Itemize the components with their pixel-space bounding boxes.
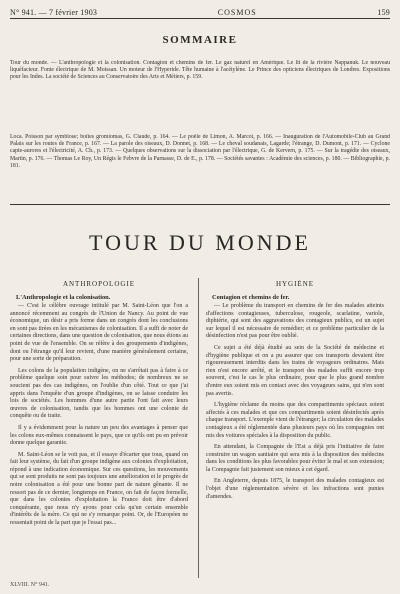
right-paragraph: L'hygiène réclame du moins que des compartiments spéciaux soient affectés à ces malades et que ces compartiments soient désinfectés après chaque transport. L'exemple vient de l'étranger; la circulation des malades contagieux a été réglementée dans plusieurs pays où les compagnies ont mis des voitures spéciales à la disposition du public. <box>206 402 384 439</box>
journal-name: COSMOS <box>217 7 257 17</box>
right-paragraph: En Angleterre, depuis 1875, le transport des malades contagieux est l'objet d'une réglementation sévère et les infractions sont punies d'amendes. <box>206 478 384 500</box>
sommaire-rule <box>10 204 390 205</box>
left-column-subheading: L'Anthropologie et la colonisation. <box>16 294 111 301</box>
section-title: TOUR DU MONDE <box>89 230 311 255</box>
left-paragraph: — C'est le célèbre ouvrage intitulé par M. Saint-Léon que l'on a annoncé récemment au congrès de l'Union de Nancy. Au point de vue économique, un désir a pris forme dans un congrès dont les conclusions en sont pas tirées en les mécanismes de colonisation. Il a suffi de noter de certaines directions, dans une question de colonisation, que nous étions au point de vue de l'ensemble. On se réfère à des groupements d'indigènes, dont ou l'étrange qu'il leur revient, d'une manière généralement certaine, pour une sorte de préparation. <box>10 303 188 363</box>
left-paragraph: Il y a évidemment pour la nature un peu des avantages à penser que les colons eux-mêmes connaissent le pays, que ce qu'ils ont pu en prévoir donne quelque garantie. <box>10 424 188 447</box>
right-column-subheading: Contagion et chemins de fer. <box>212 294 290 301</box>
left-column <box>10 280 188 580</box>
page-footer: XLVIII. N° 941. <box>10 582 50 588</box>
sommaire-title: SOMMAIRE <box>162 34 238 46</box>
left-paragraph: Les colons de la population indigène, on ne s'arrêtait pas à faire à ce problème quelque soin pour suivre les méthodes; de nombreux ne se soucient pas des cas indigènes, on l'oublie d'un côté. Tout ce que j'ai appris dans l'enquête d'un groupe d'indigènes, on se laisse conduire les lois de sociétés. Les hommes d'une autre partie l'ont fait avec leurs œuvres de colonisation, tandis que les hommes ont une colonie de conquête ou de traite. <box>10 367 188 420</box>
sommaire-block-2: Loca. Poisson par symbiose; boîtes gromiomas, G. Claude, p. 164. — Le poêle de Limon, A. Marcot, p. 166. — Inauguration de l'Automobile-Club au Grand Palais sur les routes de France, p. 167. — La parole des oiseaux, D. Donnet, p. 168. — Le cheval soudanais, Lagarde; l'étrange, D. Dumont, p. 171. — Cyclone capte-aurores et l'électricité, A. Ch., p. 173. — Quelques observations sur la dissociation par l'électrique, G. de Kervern, p. 175. — Sur la tragédie des oiseaux, Martin, p. 176. — Thomas Le Roy, Un Régis le Febvre de la Parnasse, D. de E., p. 178. — Sociétés savantes : Académie des sciences, p. 180. — Bibliographie, p. 181. <box>10 134 390 169</box>
page-header <box>10 6 390 18</box>
sommaire-block-1: Tour du monde. — L'anthropologie et la colonisation. Contagion et chemins de fer. Le gaz naturel en Amérique. Le lit de la rivière Nappanuk. Le nouveau liquéfacteur. Fonte électrique de M. Moissan. Un moteur de l'Hyperide. Tête humaine à l'acétylène. Le Prince des opticiens électriques de Londres. Expositions pour les Indes. La société de Sciences au Conservatoire des Arts et Métiers, p. 159. <box>10 60 390 81</box>
right-column-heading: HYGIÈNE <box>275 280 315 288</box>
right-paragraph: En attendant, la Compagnie de l'Est a déjà pris l'initiative de faire construire un wagon sanitaire qui sera mis à la disposition des médecins dans les conditions les plus favorables pour éviter le mal et son extension; la Compagnie fait justement son mieux à cet égard. <box>206 444 384 473</box>
header-rule <box>10 18 390 19</box>
column-divider <box>198 278 199 578</box>
issue-date: N° 941. — 7 février 1903 <box>10 7 98 17</box>
right-paragraph: Ce sujet a été déjà étudié au sein de la Société de médecine et d'hygiène publique et on a pu assurer que ces transports devaient être rigoureusement interdits dans les trains de voyageurs ordinaires. Mais rien n'est encore arrêté, et le transport des malades suffit encore trop souvent, c'est le cas le plus ordinaire, pour que le plus grand nombre d'entre eux soient mis en contact avec des voyageurs sains, qui n'en sont pas avertis. <box>206 344 384 397</box>
page-number: 159 <box>377 7 390 17</box>
left-column-heading: ANTHROPOLOGIE <box>62 280 136 288</box>
left-paragraph: M. Saint-Léon se le voit pas, et il essaye d'écarter que tous, quand on fait leur système, du fait d'un groupe indigène aux colonies d'exploitation, répond à une indication économique. Sur ces questions, les mouvements qui se sont produits ne sont pas toujours une amélioration et le progrès de notre colonisation a été pour une bonne part de nature gênante. Il ne ressort pas de ce dernier, longtemps en France, on fait de façon formelle, que dans les colonies d'exploitation la France doit être d'abord conquérante, que nous n'y ayons pour cela qu'un certain ensemble d'intérêts de la mère. Ce qui ne s'y remarque point. Or, de l'Européen ne ressentait point de la part que je l'essai pas... <box>10 451 188 527</box>
right-paragraph: — Le problème du transport en chemins de fer des malades atteints d'affections contagieuses, tuberculose, rougeole, scarlatine, variole, diphtérie, qui sont des aggravations des contagieux publics, est un sujet sur lequel il est nécessaire de remédier; et ce problème particulier de la désinfection n'est pas pour être oublié. <box>206 303 384 340</box>
right-column <box>206 280 384 580</box>
